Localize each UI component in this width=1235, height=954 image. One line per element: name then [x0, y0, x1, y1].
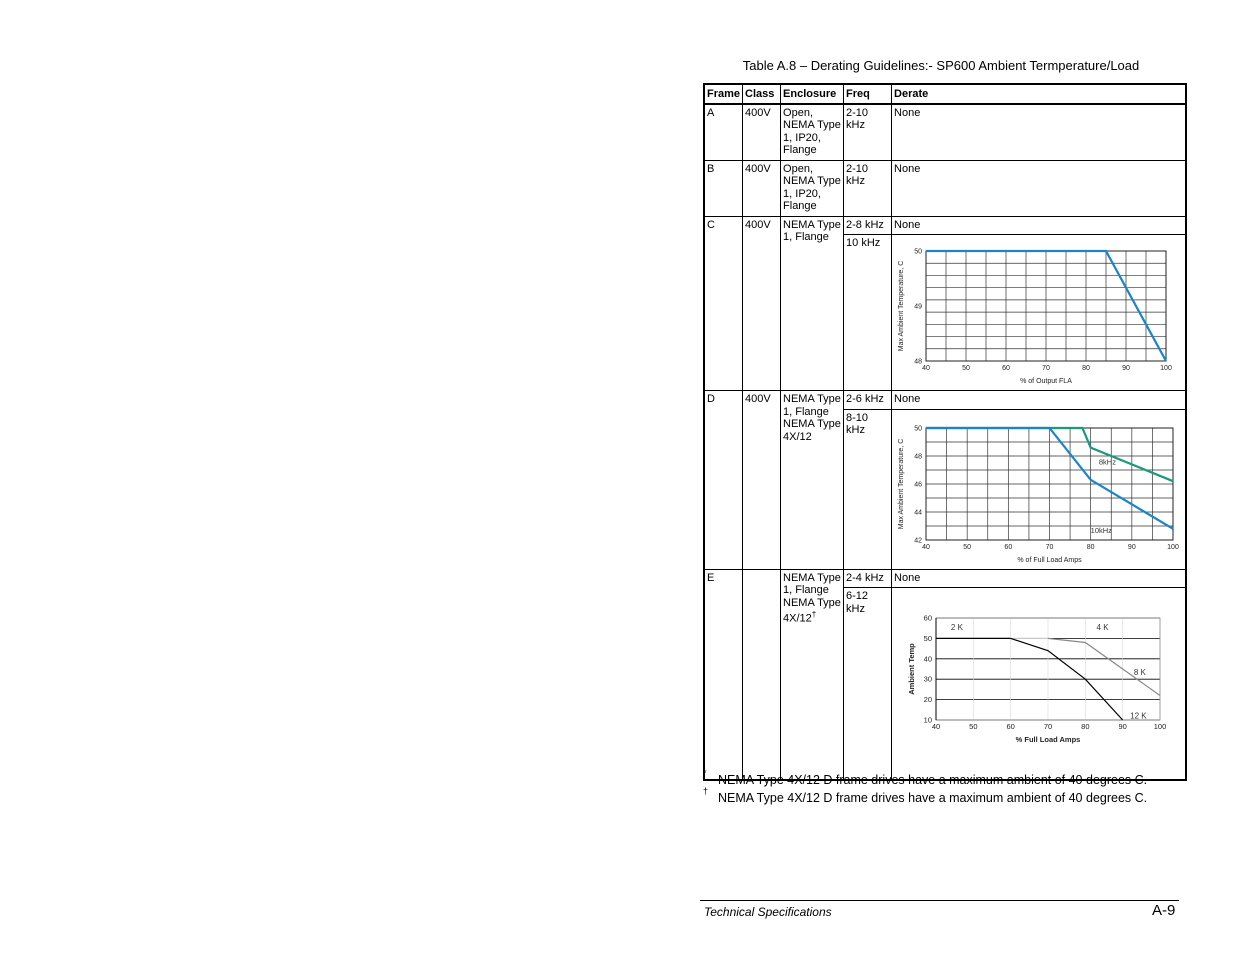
derating-chart-frame-e — [892, 588, 1187, 781]
x-tick-label: 60 — [1004, 543, 1013, 551]
x-tick-label: 100 — [1167, 543, 1179, 551]
derating-chart-frame-d — [892, 409, 1187, 569]
series-label: 2 K — [950, 623, 963, 633]
y-tick-label: 49 — [914, 303, 923, 311]
y-tick-label: 48 — [914, 453, 923, 460]
cell-frame: B — [704, 160, 743, 216]
table-row — [704, 216, 1186, 235]
series-label: 8 K — [1133, 668, 1146, 678]
cell-frame: E — [704, 569, 743, 780]
footnote-mark: * — [703, 768, 707, 778]
x-tick-label: 60 — [1006, 722, 1015, 731]
table-caption: Table A.8 – Derating Guidelines:- SP600 Ambient Termperature/Load — [742, 58, 1140, 73]
x-axis-label: % of Full Load Amps — [1017, 556, 1082, 564]
cell-class: 400V — [743, 104, 781, 161]
cell-freq: 2-8 kHz — [844, 216, 892, 235]
y-axis-label: Ambient Temp — [907, 643, 917, 695]
cell-enclosure: NEMA Type 1, Flange NEMA Type 4X/12 — [781, 391, 844, 570]
cell-frame: A — [704, 104, 743, 161]
series-label: 10kHz — [1090, 525, 1112, 535]
x-tick-label: 90 — [1127, 543, 1136, 551]
y-tick-label: 50 — [923, 633, 933, 643]
series-line — [1048, 638, 1160, 695]
derating-chart-frame-c — [892, 235, 1187, 391]
y-tick-label: 20 — [923, 695, 933, 705]
x-tick-label: 80 — [1081, 722, 1090, 731]
x-axis-label: % of Output FLA — [1020, 378, 1072, 385]
page-number: A-9 — [1152, 902, 1176, 919]
table-row — [704, 391, 1186, 410]
y-axis-label: Max Ambient Temperature, C — [898, 438, 906, 529]
x-tick-label: 100 — [1160, 365, 1172, 372]
x-tick-label: 40 — [931, 722, 941, 731]
x-tick-label: 50 — [962, 365, 970, 372]
derating-table — [703, 83, 1187, 781]
x-tick-label: 90 — [1118, 722, 1127, 731]
cell-class: 400V — [743, 160, 781, 216]
cell-freq: 2-4 kHz — [844, 569, 892, 588]
series-label: 4 K — [1096, 623, 1109, 633]
x-tick-label: 70 — [1043, 722, 1053, 731]
y-tick-label: 30 — [923, 674, 933, 684]
chart-frame-d — [894, 412, 1183, 566]
cell-enclosure: Open, NEMA Type 1, IP20, Flange — [781, 160, 844, 216]
cell-enclosure — [781, 569, 844, 780]
table-header-row — [704, 84, 1186, 104]
x-tick-label: 70 — [1045, 543, 1054, 551]
cell-enclosure: Open, NEMA Type 1, IP20, Flange — [781, 104, 844, 161]
cell-class — [743, 569, 781, 780]
series-label: 12 K — [1130, 711, 1147, 721]
header-derate: Derate — [892, 84, 1187, 104]
x-tick-label: 40 — [922, 543, 930, 551]
header-enclosure: Enclosure — [781, 84, 844, 104]
cell-freq: 2-10 kHz — [844, 160, 892, 216]
x-tick-label: 50 — [963, 543, 972, 551]
cell-class: 400V — [743, 391, 781, 570]
y-tick-label: 60 — [923, 613, 933, 623]
cell-freq: 10 kHz — [844, 235, 892, 391]
series-label: 8kHz — [1098, 456, 1117, 466]
y-axis-label: Max Ambient Temperature, C — [898, 260, 906, 352]
enclosure-text: NEMA Type 1, Flange NEMA Type 4X/12 — [783, 571, 841, 625]
x-tick-label: 80 — [1082, 365, 1090, 372]
y-tick-label: 40 — [923, 654, 933, 664]
cell-freq: 6-12 kHz — [844, 588, 892, 781]
y-tick-label: 46 — [914, 481, 923, 488]
x-tick-label: 60 — [1002, 365, 1010, 372]
y-tick-label: 42 — [914, 537, 923, 544]
x-tick-label: 90 — [1122, 365, 1130, 372]
footnote-text: NEMA Type 4X/12 D frame drives have a maximum ambient of 40 degrees C. — [718, 773, 1148, 787]
cell-class: 400V — [743, 216, 781, 391]
table-row — [704, 569, 1186, 588]
footer-rule — [700, 900, 1179, 901]
header-freq: Freq — [844, 84, 892, 104]
cell-frame: D — [704, 391, 743, 570]
cell-derate: None — [892, 104, 1187, 161]
y-tick-label: 10 — [923, 715, 933, 725]
x-tick-label: 40 — [922, 365, 930, 372]
y-tick-label: 44 — [914, 509, 923, 516]
table-row — [704, 160, 1186, 216]
x-axis-label: % Full Load Amps — [1015, 735, 1081, 744]
header-class: Class — [743, 84, 781, 104]
table-row — [704, 104, 1186, 161]
cell-derate: None — [892, 569, 1187, 588]
footer-section-title: Technical Specifications — [704, 905, 832, 919]
x-tick-label: 70 — [1042, 365, 1050, 372]
x-tick-label: 100 — [1153, 722, 1167, 731]
y-tick-label: 50 — [914, 425, 923, 432]
x-tick-label: 50 — [969, 722, 978, 731]
footnote-mark: † — [811, 610, 817, 619]
cell-derate: None — [892, 391, 1187, 410]
cell-freq: 8-10 kHz — [844, 409, 892, 569]
cell-freq: 2-6 kHz — [844, 391, 892, 410]
chart-frame-e — [894, 590, 1183, 776]
cell-frame: C — [704, 216, 743, 391]
chart-frame-c — [894, 237, 1183, 387]
y-tick-label: 50 — [914, 248, 923, 256]
y-tick-label: 48 — [914, 358, 923, 366]
cell-enclosure: NEMA Type 1, Flange — [781, 216, 844, 391]
header-frame: Frame — [704, 84, 743, 104]
x-tick-label: 80 — [1086, 543, 1095, 551]
cell-freq: 2-10 kHz — [844, 104, 892, 161]
cell-derate: None — [892, 160, 1187, 216]
cell-derate: None — [892, 216, 1187, 235]
footnote-mark: † — [703, 786, 709, 796]
footnote-text: NEMA Type 4X/12 D frame drives have a maximum ambient of 40 degrees C. — [718, 791, 1148, 805]
